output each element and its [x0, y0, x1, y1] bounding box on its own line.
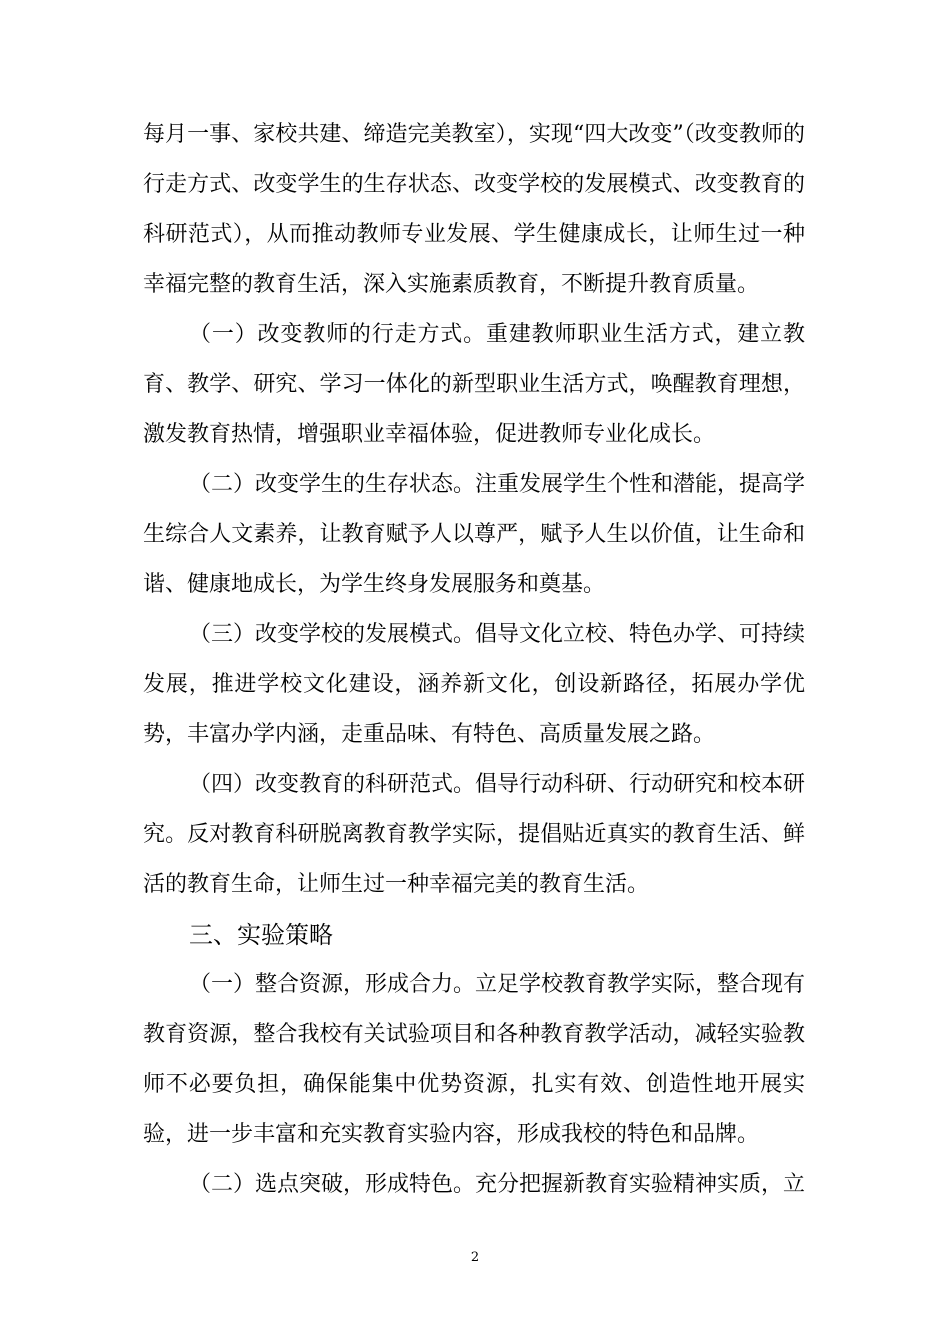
- paragraph-school-change: （三）改变学校的发展模式。倡导文化立校、特色办学、可持续发展，推进学校文化建设，涵养新文化，创设新路径，拓展办学优势，丰富办学内涵，走重品味、有特色、高质量发展之路。: [143, 622, 806, 747]
- paragraph-teacher-change: （一）改变教师的行走方式。重建教师职业生活方式，建立教育、教学、研究、学习一体化的新型职业生活方式，唤醒教育理想，激发教育热情，增强职业幸福体验，促进教师专业化成长。: [143, 322, 805, 447]
- page-number: 2: [470, 1250, 480, 1265]
- paragraph-integrate-resources: （一）整合资源，形成合力。立足学校教育教学实际，整合现有教育资源，整合我校有关试验项目和各种教育教学活动，减轻实验教师不必要负担，确保能集中优势资源，扎实有效、创造性地开展实验，进一步丰富和充实教育实验内容，形成我校的特色和品牌。: [143, 972, 806, 1147]
- paragraph-breakthrough: （二）选点突破，形成特色。充分把握新教育实验精神实质，立: [189, 1172, 806, 1197]
- paragraph-continued: 每月一事、家校共建、缔造完美教室），实现“四大改变”（改变教师的行走方式、改变学生的生存状态、改变学校的发展模式、改变教育的科研范式），从而推动教师专业发展、学生健康成长，让师生过一种幸福完整的教育生活，深入实施素质教育，不断提升教育质量。: [143, 122, 805, 297]
- paragraph-research-change: （四）改变教育的科研范式。倡导行动科研、行动研究和校本研究。反对教育科研脱离教育教学实际，提倡贴近真实的教育生活、鲜活的教育生命，让师生过一种幸福完美的教育生活。: [143, 772, 806, 897]
- document-body: [143, 110, 805, 1210]
- paragraph-student-change: （二）改变学生的生存状态。注重发展学生个性和潜能，提高学生综合人文素养，让教育赋予人以尊严，赋予人生以价值，让生命和谐、健康地成长，为学生终身发展服务和奠基。: [143, 472, 806, 597]
- section-heading: 三、实验策略: [189, 921, 333, 949]
